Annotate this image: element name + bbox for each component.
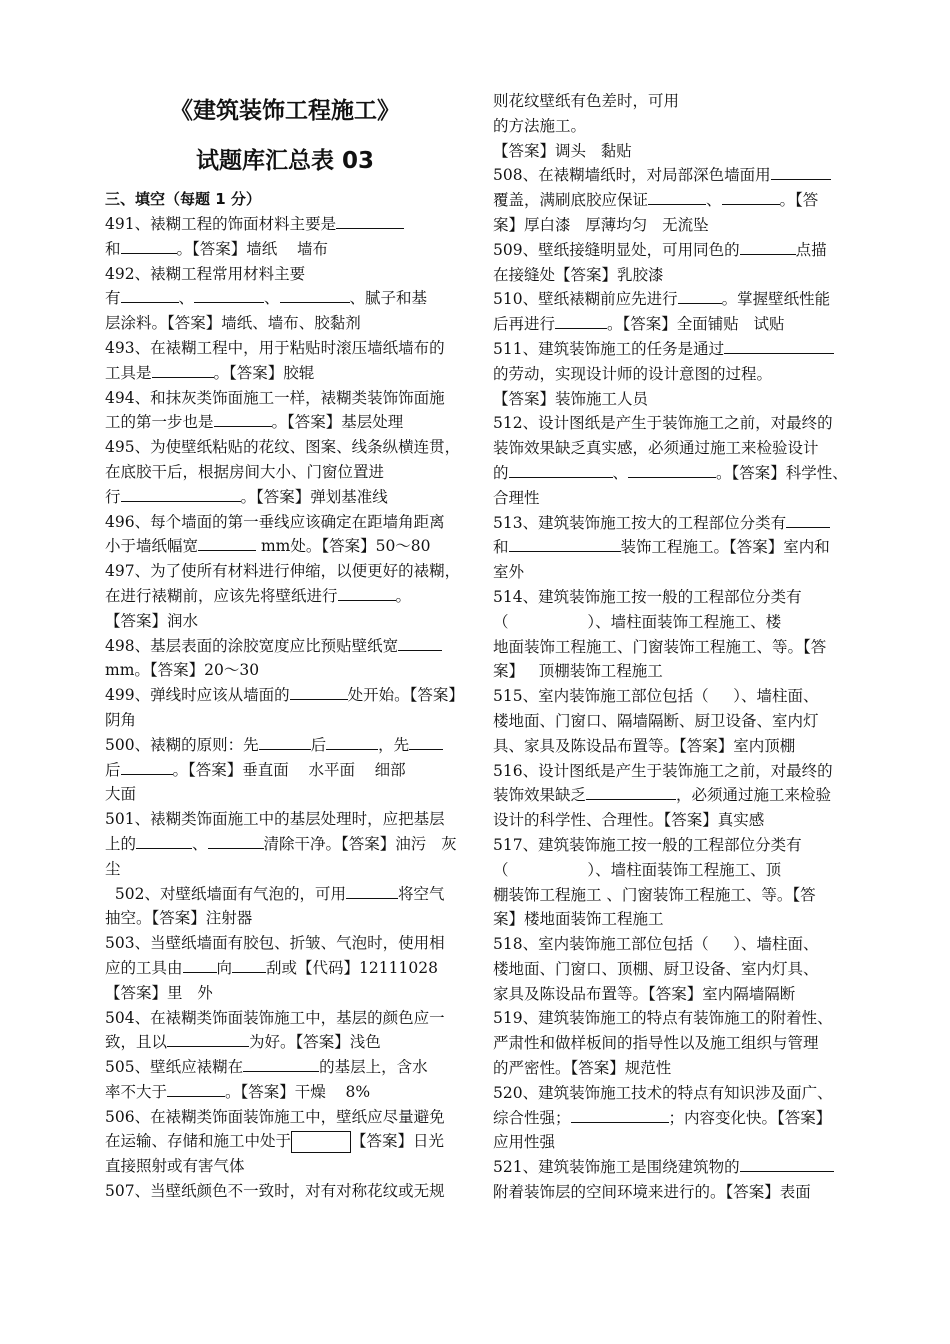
text-segment: 。【答案】科学性、 (716, 463, 848, 482)
text-line (105, 609, 465, 634)
text-segment: 案】楼地面装饰工程施工 (493, 910, 664, 929)
fill-in-blank (786, 511, 830, 528)
text-line (105, 758, 465, 783)
text-line (105, 683, 465, 708)
text-segment: 案】厚白漆 厚薄均匀 无流坠 (493, 215, 709, 234)
text-line (493, 808, 853, 833)
fill-in-blank (183, 956, 217, 973)
text-line (105, 262, 465, 287)
text-line (493, 759, 853, 784)
text-segment: 506、在裱糊类饰面装饰施工中，壁纸应尽量避免 (105, 1107, 445, 1126)
text-line (105, 1080, 465, 1105)
document-title: 《建筑装饰工程施工》 (170, 98, 400, 124)
text-segment: 装饰效果缺乏真实感，必须通过施工来检验设计 (493, 439, 819, 458)
text-line (493, 163, 853, 188)
text-line (105, 882, 465, 907)
text-segment: 【答案】装饰施工人员 (493, 389, 649, 408)
text-segment: 510、壁纸裱糊前应先进行 (493, 290, 678, 309)
text-segment: 点描 (795, 240, 827, 259)
text-line (493, 114, 853, 139)
text-segment: 、腻子和基 (349, 289, 428, 308)
text-line (105, 435, 465, 460)
text-segment: 上的 (105, 834, 137, 853)
left-column (105, 212, 465, 1204)
text-line (493, 585, 853, 610)
text-segment: 后 (310, 735, 327, 754)
text-line (493, 610, 853, 635)
text-line (493, 1106, 853, 1131)
text-segment: 严肃性和做样板间的指导性以及施工组织与管理 (493, 1034, 819, 1053)
text-line (493, 932, 853, 957)
text-segment: 行 (105, 487, 121, 506)
text-segment: 尘 (105, 859, 121, 878)
text-segment: 为好。【答案】浅色 (249, 1033, 381, 1052)
text-line (105, 807, 465, 832)
text-segment: 阴角 (105, 710, 137, 729)
text-segment: 小于墙纸幅宽 (105, 537, 199, 556)
text-segment: 495、为使壁纸粘贴的花纹、图案、线条纵横连贯， (105, 438, 461, 457)
text-line (493, 783, 853, 808)
text-line (105, 733, 465, 758)
text-line (105, 981, 465, 1006)
text-segment: 具、家具及陈设品布置等。【答案】室内顶棚 (493, 736, 796, 755)
section-heading: 三、填空（每题 1 分） (105, 190, 261, 208)
fill-in-blank (121, 237, 177, 254)
text-line (105, 931, 465, 956)
text-segment: 向 (216, 958, 233, 977)
text-line (493, 362, 853, 387)
fill-in-blank (648, 188, 706, 205)
text-segment: 后 (105, 760, 121, 779)
text-segment: 503、当壁纸墙面有胶包、折皱、气泡时，使用相 (105, 934, 445, 953)
text-segment: ，必须通过施工来检验 (676, 786, 832, 805)
text-line (493, 238, 853, 263)
text-segment: 地面装饰工程施工、门窗装饰工程施工、等。【答 (493, 637, 827, 656)
text-segment: 应用性强 (493, 1133, 556, 1152)
text-line (493, 1081, 853, 1106)
text-line (493, 560, 853, 585)
text-line (105, 286, 465, 311)
text-segment: ，先 (378, 735, 410, 754)
text-line (493, 287, 853, 312)
text-segment: 【答案】日光 (351, 1132, 445, 1151)
text-segment: 512、设计图纸是产生于装饰施工之前，对最终的 (493, 414, 833, 433)
text-segment: 501、裱糊类饰面施工中的基层处理时，应把基层 (105, 810, 445, 829)
text-line (493, 982, 853, 1007)
text-segment: 刮或【代码】12111028 (266, 958, 438, 977)
text-segment: 。【答案】胶辊 (213, 363, 315, 382)
text-segment: 521、建筑装饰施工是围绕建筑物的 (493, 1158, 740, 1177)
text-line (493, 486, 853, 511)
text-line (105, 410, 465, 435)
text-segment: 511、建筑装饰施工的任务是通过 (493, 339, 725, 358)
text-segment: 在运输、存储和施工中处于 (105, 1132, 292, 1151)
text-line (105, 906, 465, 931)
text-segment: 工具是 (105, 363, 152, 382)
fill-in-blank (724, 337, 834, 354)
text-line (493, 263, 853, 288)
fill-in-blank (208, 832, 264, 849)
document-subtitle: 试题库汇总表 03 (195, 148, 374, 174)
text-segment: 率不大于 (105, 1082, 168, 1101)
fill-in-blank (121, 758, 173, 775)
fill-in-blank (740, 1155, 834, 1172)
fill-in-blank (555, 312, 607, 329)
text-segment: 后再进行 (493, 315, 556, 334)
text-segment: 。【答案】墙纸 墙布 (176, 239, 328, 258)
text-line (105, 1179, 465, 1204)
text-segment: 综合性强； (493, 1108, 571, 1127)
text-segment: 应的工具由 (105, 958, 183, 977)
text-segment: 直接照射或有害气体 (105, 1157, 245, 1176)
text-line (493, 833, 853, 858)
text-segment: 清除干净。【答案】油污 灰 (263, 834, 457, 853)
text-line (493, 1180, 853, 1205)
text-line (493, 511, 853, 536)
text-segment: 则花纹壁纸有色差时，可用 (493, 92, 680, 110)
fill-in-blank (243, 1055, 319, 1072)
text-segment: 大面 (105, 785, 137, 804)
text-segment: 【答案】里 外 (105, 983, 213, 1002)
text-segment: 家具及陈设品布置等。【答案】室内隔墙隔断 (493, 984, 796, 1003)
text-line (105, 336, 465, 361)
text-segment: 。【答案】垂直面 水平面 细部 (172, 760, 406, 779)
text-line (493, 89, 853, 114)
text-line (493, 188, 853, 213)
fill-in-blank (398, 634, 442, 651)
text-segment: 499、弹线时应该从墙面的 (105, 686, 290, 705)
text-segment: 502、对壁纸墙面有气泡的，可用 (105, 884, 346, 903)
text-segment: ；内容变化快。【答案】 (668, 1108, 832, 1127)
text-segment: 517、建筑装饰施工按一般的工程部位分类有 (493, 835, 802, 854)
fill-in-blank (628, 461, 716, 478)
text-segment: 和 (105, 239, 121, 258)
text-line (105, 311, 465, 336)
text-segment: 棚装饰工程施工 、门窗装饰工程施工、等。【答 (493, 885, 816, 904)
text-segment: 的严密性。【答案】规范性 (493, 1059, 672, 1078)
text-line (493, 635, 853, 660)
text-segment: 513、建筑装饰施工按大的工程部位分类有 (493, 513, 787, 532)
text-segment: 。【答案】干燥 8% (225, 1082, 371, 1101)
text-segment: 514、建筑装饰施工按一般的工程部位分类有 (493, 587, 802, 606)
text-line (493, 957, 853, 982)
text-segment: 。【答案】全面铺贴 试贴 (607, 315, 785, 334)
text-segment: 层涂料。【答案】墙纸、墙布、胶黏剂 (105, 314, 361, 333)
text-segment: 和 (493, 538, 509, 557)
text-segment: 附着装饰层的空间环境来进行的。【答案】表面 (493, 1183, 811, 1202)
text-segment: 楼地面、门窗口、顶棚、厨卫设备、室内灯具、 (493, 959, 819, 978)
text-line (105, 832, 465, 857)
fill-in-blank (259, 733, 311, 750)
text-line (105, 534, 465, 559)
text-line (493, 684, 853, 709)
text-segment: 、 (264, 289, 280, 308)
text-segment: 515、室内装饰施工部位包括（ ）、墙柱面、 (493, 687, 819, 706)
fill-in-blank (198, 534, 256, 551)
text-line (493, 659, 853, 684)
text-segment: 的劳动，实现设计师的设计意图的过程。 (493, 364, 773, 383)
text-segment: 520、建筑装饰施工技术的特点有知识涉及面广、 (493, 1083, 833, 1102)
fill-in-blank (290, 683, 348, 700)
text-segment: 493、在裱糊工程中，用于粘贴时滚压墙纸墙布的 (105, 338, 445, 357)
text-segment: 。【答案】基层处理 (271, 413, 404, 432)
text-line (493, 1031, 853, 1056)
text-line (493, 907, 853, 932)
text-segment: 505、壁纸应裱糊在 (105, 1058, 244, 1077)
text-line (493, 139, 853, 164)
text-segment: 、 (706, 191, 722, 210)
text-line (493, 461, 853, 486)
fill-in-blank (338, 584, 396, 601)
fill-in-blank (409, 733, 443, 750)
text-segment: 的基层上，含水 (319, 1058, 428, 1077)
text-segment: 的 (493, 463, 509, 482)
text-segment: 覆盖，满刷底胶应保证 (493, 191, 649, 210)
text-line (105, 460, 465, 485)
text-segment: 509、壁纸接缝明显处，可用同色的 (493, 240, 740, 259)
text-line (105, 212, 465, 237)
text-line (493, 411, 853, 436)
text-segment: 、 (178, 289, 195, 308)
text-segment: 【答案】润水 (105, 611, 199, 630)
fill-in-blank (336, 212, 404, 229)
text-segment: 519、建筑装饰施工的特点有装饰施工的附着性、 (493, 1009, 833, 1028)
text-segment: 设计的科学性、合理性。【答案】真实感 (493, 811, 765, 830)
text-segment: 507、当壁纸颜色不一致时，对有对称花纹或无规 (105, 1182, 445, 1201)
text-line (105, 782, 465, 807)
fill-in-blank (167, 1080, 225, 1097)
fill-in-blank (586, 783, 676, 800)
text-segment: 。 (395, 586, 412, 605)
text-line (493, 709, 853, 734)
text-line (105, 584, 465, 609)
fill-in-blank (121, 485, 241, 502)
text-line (105, 1154, 465, 1179)
text-line (493, 1006, 853, 1031)
text-segment: 将空气 (397, 884, 445, 903)
text-segment: 抽空。【答案】注射器 (105, 909, 253, 928)
text-line (493, 883, 853, 908)
text-line (493, 213, 853, 238)
text-segment: 504、在裱糊类饰面装饰施工中，基层的颜色应一 (105, 1008, 445, 1027)
text-segment: 致，且以 (105, 1033, 168, 1052)
text-line (105, 1030, 465, 1055)
text-line (105, 485, 465, 510)
text-segment: 497、为了使所有材料进行伸缩，以便更好的裱糊， (105, 562, 461, 581)
text-line (105, 1006, 465, 1031)
text-segment: 室外 (493, 563, 525, 582)
text-segment: 【答案】调头 黏贴 (493, 141, 632, 160)
fill-in-blank (771, 163, 831, 180)
right-column (493, 89, 853, 1205)
fill-in-blank (678, 287, 722, 304)
text-segment: 516、设计图纸是产生于装饰施工之前，对最终的 (493, 761, 833, 780)
text-segment: 、 (192, 834, 208, 853)
text-line (105, 361, 465, 386)
text-segment: 有 (105, 289, 121, 308)
fill-in-blank (232, 956, 266, 973)
text-line (105, 658, 465, 683)
text-segment: 在进行裱糊前，应该先将壁纸进行 (105, 586, 338, 605)
text-line (493, 337, 853, 362)
fill-in-blank (136, 832, 192, 849)
text-segment: （ ）、墙柱面装饰工程施工、顶 (493, 860, 782, 879)
text-segment: mm处。【答案】50～80 (256, 537, 431, 556)
text-line (105, 634, 465, 659)
text-line (105, 237, 465, 262)
text-line (105, 1129, 465, 1154)
fill-in-blank (326, 733, 378, 750)
text-segment: 494、和抹灰类饰面施工一样，裱糊类装饰饰面施 (105, 388, 445, 407)
fill-in-blank (121, 286, 179, 303)
text-segment: 492、裱糊工程常用材料主要 (105, 264, 306, 283)
fill-in-blank (509, 535, 621, 552)
text-segment: 处开始。【答案】 (347, 686, 464, 705)
text-line (105, 1105, 465, 1130)
text-line (105, 708, 465, 733)
text-segment: （ ）、墙柱面装饰工程施工、楼 (493, 612, 782, 631)
text-line (493, 858, 853, 883)
text-segment: 案】 顶棚装饰工程施工 (493, 662, 663, 681)
fill-in-blank (722, 188, 780, 205)
fill-in-blank (509, 461, 613, 478)
text-line (105, 1055, 465, 1080)
text-line (493, 1130, 853, 1155)
text-line (105, 956, 465, 981)
text-segment: 508、在裱糊墙纸时，对局部深色墙面用 (493, 166, 771, 185)
fill-in-blank (346, 882, 398, 899)
text-line (493, 387, 853, 412)
text-segment: 。【答案】弹划基准线 (240, 487, 388, 506)
text-segment: 在底胶干后，根据房间大小、门窗位置进 (105, 462, 385, 481)
answer-box (291, 1131, 351, 1153)
fill-in-blank (740, 238, 796, 255)
fill-in-blank (214, 410, 272, 427)
text-segment: 装饰效果缺乏 (493, 786, 587, 805)
text-segment: 。掌握壁纸性能 (721, 290, 831, 309)
fill-in-blank (152, 361, 214, 378)
text-line (493, 535, 853, 560)
fill-in-blank (167, 1030, 249, 1047)
text-segment: 498、基层表面的涂胶宽度应比预贴壁纸宽 (105, 636, 399, 655)
text-segment: mm。【答案】20～30 (105, 661, 260, 680)
text-segment: 518、室内装饰施工部位包括（ ）、墙柱面、 (493, 935, 819, 954)
text-line (493, 312, 853, 337)
text-segment: 496、每个墙面的第一垂线应该确定在距墙角距离 (105, 512, 445, 531)
text-line (493, 734, 853, 759)
fill-in-blank (571, 1106, 669, 1123)
text-segment: 的方法施工。 (493, 116, 587, 135)
text-line (105, 386, 465, 411)
text-segment: 合理性 (493, 488, 540, 507)
text-line (105, 857, 465, 882)
text-segment: 491、裱糊工程的饰面材料主要是 (105, 215, 337, 233)
text-segment: 装饰工程施工。【答案】室内和 (620, 538, 830, 557)
text-line (493, 436, 853, 461)
text-segment: 在接缝处【答案】乳胶漆 (493, 265, 664, 284)
text-segment: 、 (612, 463, 629, 482)
text-line (105, 559, 465, 584)
text-segment: 工的第一步也是 (105, 413, 214, 432)
text-line (493, 1155, 853, 1180)
text-segment: 500、裱糊的原则：先 (105, 735, 259, 754)
fill-in-blank (280, 286, 350, 303)
text-segment: 。【答 (779, 191, 819, 210)
text-line (493, 1056, 853, 1081)
fill-in-blank (194, 286, 264, 303)
text-line (105, 510, 465, 535)
text-segment: 楼地面、门窗口、隔墙隔断、厨卫设备、室内灯 (493, 711, 819, 730)
